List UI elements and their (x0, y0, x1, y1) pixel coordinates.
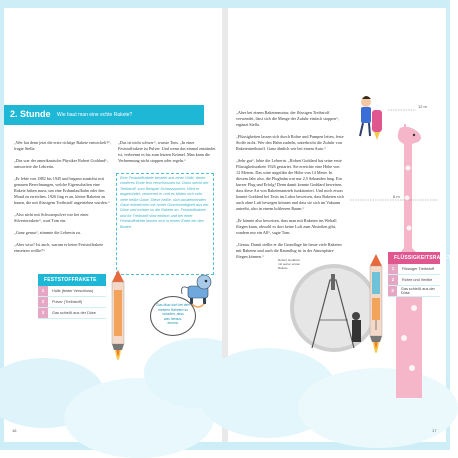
paragraph: „Genau. Damit stellte er die Grundlage für heute viele Raketen mit Raketen und auch die Raumflug ist in der Atmosphäre fliegen können.“ (236, 242, 342, 259)
liquid-rocket-illustration (368, 254, 384, 366)
altitude-label: 12 m (418, 104, 427, 109)
right-text-column (236, 104, 344, 266)
paragraph: „Aber wiso? Ist auch, warum er keine Feststoffrakete einsetzen wollte?“ (14, 242, 104, 253)
paragraph: „Sehr gut“, lobte die Lehrerin. „Robert Goddard hat seine erste Flüssigkeitsrakete 1926 gestartet. Sie erreichte eine Höhe von 12 Metern. Das wäre ungefähr die Höhe von 14 Meter. In diesem Jahr also, die Flugbahn war nur 2,5 Sekunden lang. Ein kurzer Flug und Erfolg! Denn damit konnte Goddard beweisen, dass diese Art von Raketenantrieb funktioniert. Und noch etwas konnte Goddard bei Tests im Labor beweisen, dass Raketen sich auch ohne Luft bewegen können und dass sie sich im Vakuum antreibt, also in einem luftleeren Raum.“ (236, 158, 344, 211)
photo-caption: Robert Goddard mit seiner ersten Rakete (278, 258, 301, 270)
row-number: 3 (38, 308, 48, 318)
row-label: Gas schießt aus der Düse (52, 311, 96, 315)
row-label: Pulver (Treibstoff) (52, 300, 82, 304)
row-number: 2 (38, 297, 48, 307)
table-row (38, 297, 106, 308)
right-page (228, 8, 455, 442)
row-label: Rohre und Ventile (402, 278, 433, 282)
width-label: 6 m (393, 194, 400, 199)
width-line (350, 198, 440, 202)
row-number: 3 (388, 286, 397, 296)
paragraph: „Wer hat denn jetzt die erste richtige Rakete entwickelt?“, fragte Stella. (14, 140, 112, 151)
row-label: Gas schießt aus der Düse (400, 287, 435, 295)
row-number: 1 (38, 286, 48, 296)
paragraph: „Das ist nicht schwer“, wusste Tom. „In einer Feststoffrakete ist Pulver. Und wenn das einmal entzündet ist, verbrennt es bis zum letzten Krümel. Man kann die Verbrennung nicht stoppen oder regeln.“ (118, 140, 216, 163)
table-row (388, 275, 440, 286)
paragraph: „Das war der amerikanische Physiker Robert Goddard“, antwortete die Lehrerin. (14, 158, 109, 169)
page-number: 17 (432, 428, 437, 433)
table-row (38, 308, 106, 319)
table-title: FLÜSSIGKEITSRAKETE (388, 252, 440, 264)
paragraph: „Er könnte also beweisen, dass man mit Raketen ins Weltall fliegen kann, obwohl es dort keine Luft zum Abstoßen gibt, sondern nur ein All“, sagte Tom. (236, 218, 337, 235)
chapter-subtitle: Wie baut man eine echte Rakete? (57, 112, 133, 118)
solid-rocket-illustration (110, 270, 126, 370)
left-text-column-2 (118, 134, 216, 170)
paragraph: „Er lebte von 1882 bis 1945 und begann zunächst mit genauen Berechnungen, welche Eigenschaften eine Rakete haben muss, um eine Erdumlaufbahn oder den Mond zu erreichen. 1926 fing er an, kleine Raketen zu bauen, die mit flüssigem Treibstoff angetrieben wurden.“ (14, 176, 110, 205)
info-box-text: Eine Feststoffrakete besteht aus einer Hülle, deren vorderes Ende fest verschlossen ist. Darin steckt der Treibstoff, zum Beispiel Schwarzpulver. Wird er angezündet, verbrennt er und es bilden sich sehr viele heiße Gase. Diese heiße, sich ausdehnenden Gase entweichen mit hoher Geschwindigkeit aus der Düse und treiben so die Rakete an. Feststoffrakete und ihr Treibstoff sind einfach und bei einer Feststoffrakete lassen sich in einem Ende ein den Boden. (120, 176, 209, 229)
table-title: FESTSTOFFRAKETE (38, 274, 106, 286)
feststoff-table (38, 274, 106, 319)
paragraph: „Also nicht mit Schwarzpulver wie bei einer Silvesterrakete“, warf Tom ein. (14, 212, 89, 223)
row-label: Hülle (fester Verschluss) (52, 289, 94, 293)
row-number: 1 (388, 264, 398, 274)
paragraph: „Ganz genau“, stimmte die Lehrerin zu. (14, 230, 81, 235)
table-row (38, 286, 106, 297)
paragraph: „Aber bei einem Raketenmotor, der flüssigen Treibstoff verwendet, lässt sich die Menge der Zufuhr einfach stoppen“, ergänzt Stella. (236, 110, 340, 127)
table-row (388, 264, 440, 275)
paragraph: „Flüssigkeiten lassen sich durch Rohre und Pumpen leiten, feste Stoffe nicht. Wer den Hahn zudreht, unterbricht die Zufuhr von Raketentreibstoff. Ganz ähnlich wie bei einem Auto.“ (236, 134, 344, 151)
row-number: 2 (388, 275, 398, 285)
left-page (4, 8, 222, 442)
left-text-column-1 (14, 134, 112, 260)
speech-bubble: Das lässt sich bei den meisten Raketen so schalten, dass was heraus- kommt. (150, 296, 196, 336)
fluid-rocket-table (388, 252, 455, 297)
goddard-photo (290, 260, 378, 356)
row-label: Flüssiger Treibstoff (402, 267, 435, 271)
table-row (388, 286, 440, 297)
page-number: 16 (12, 428, 17, 433)
chapter-number: 2. Stunde (10, 109, 51, 119)
altitude-line (388, 108, 428, 112)
